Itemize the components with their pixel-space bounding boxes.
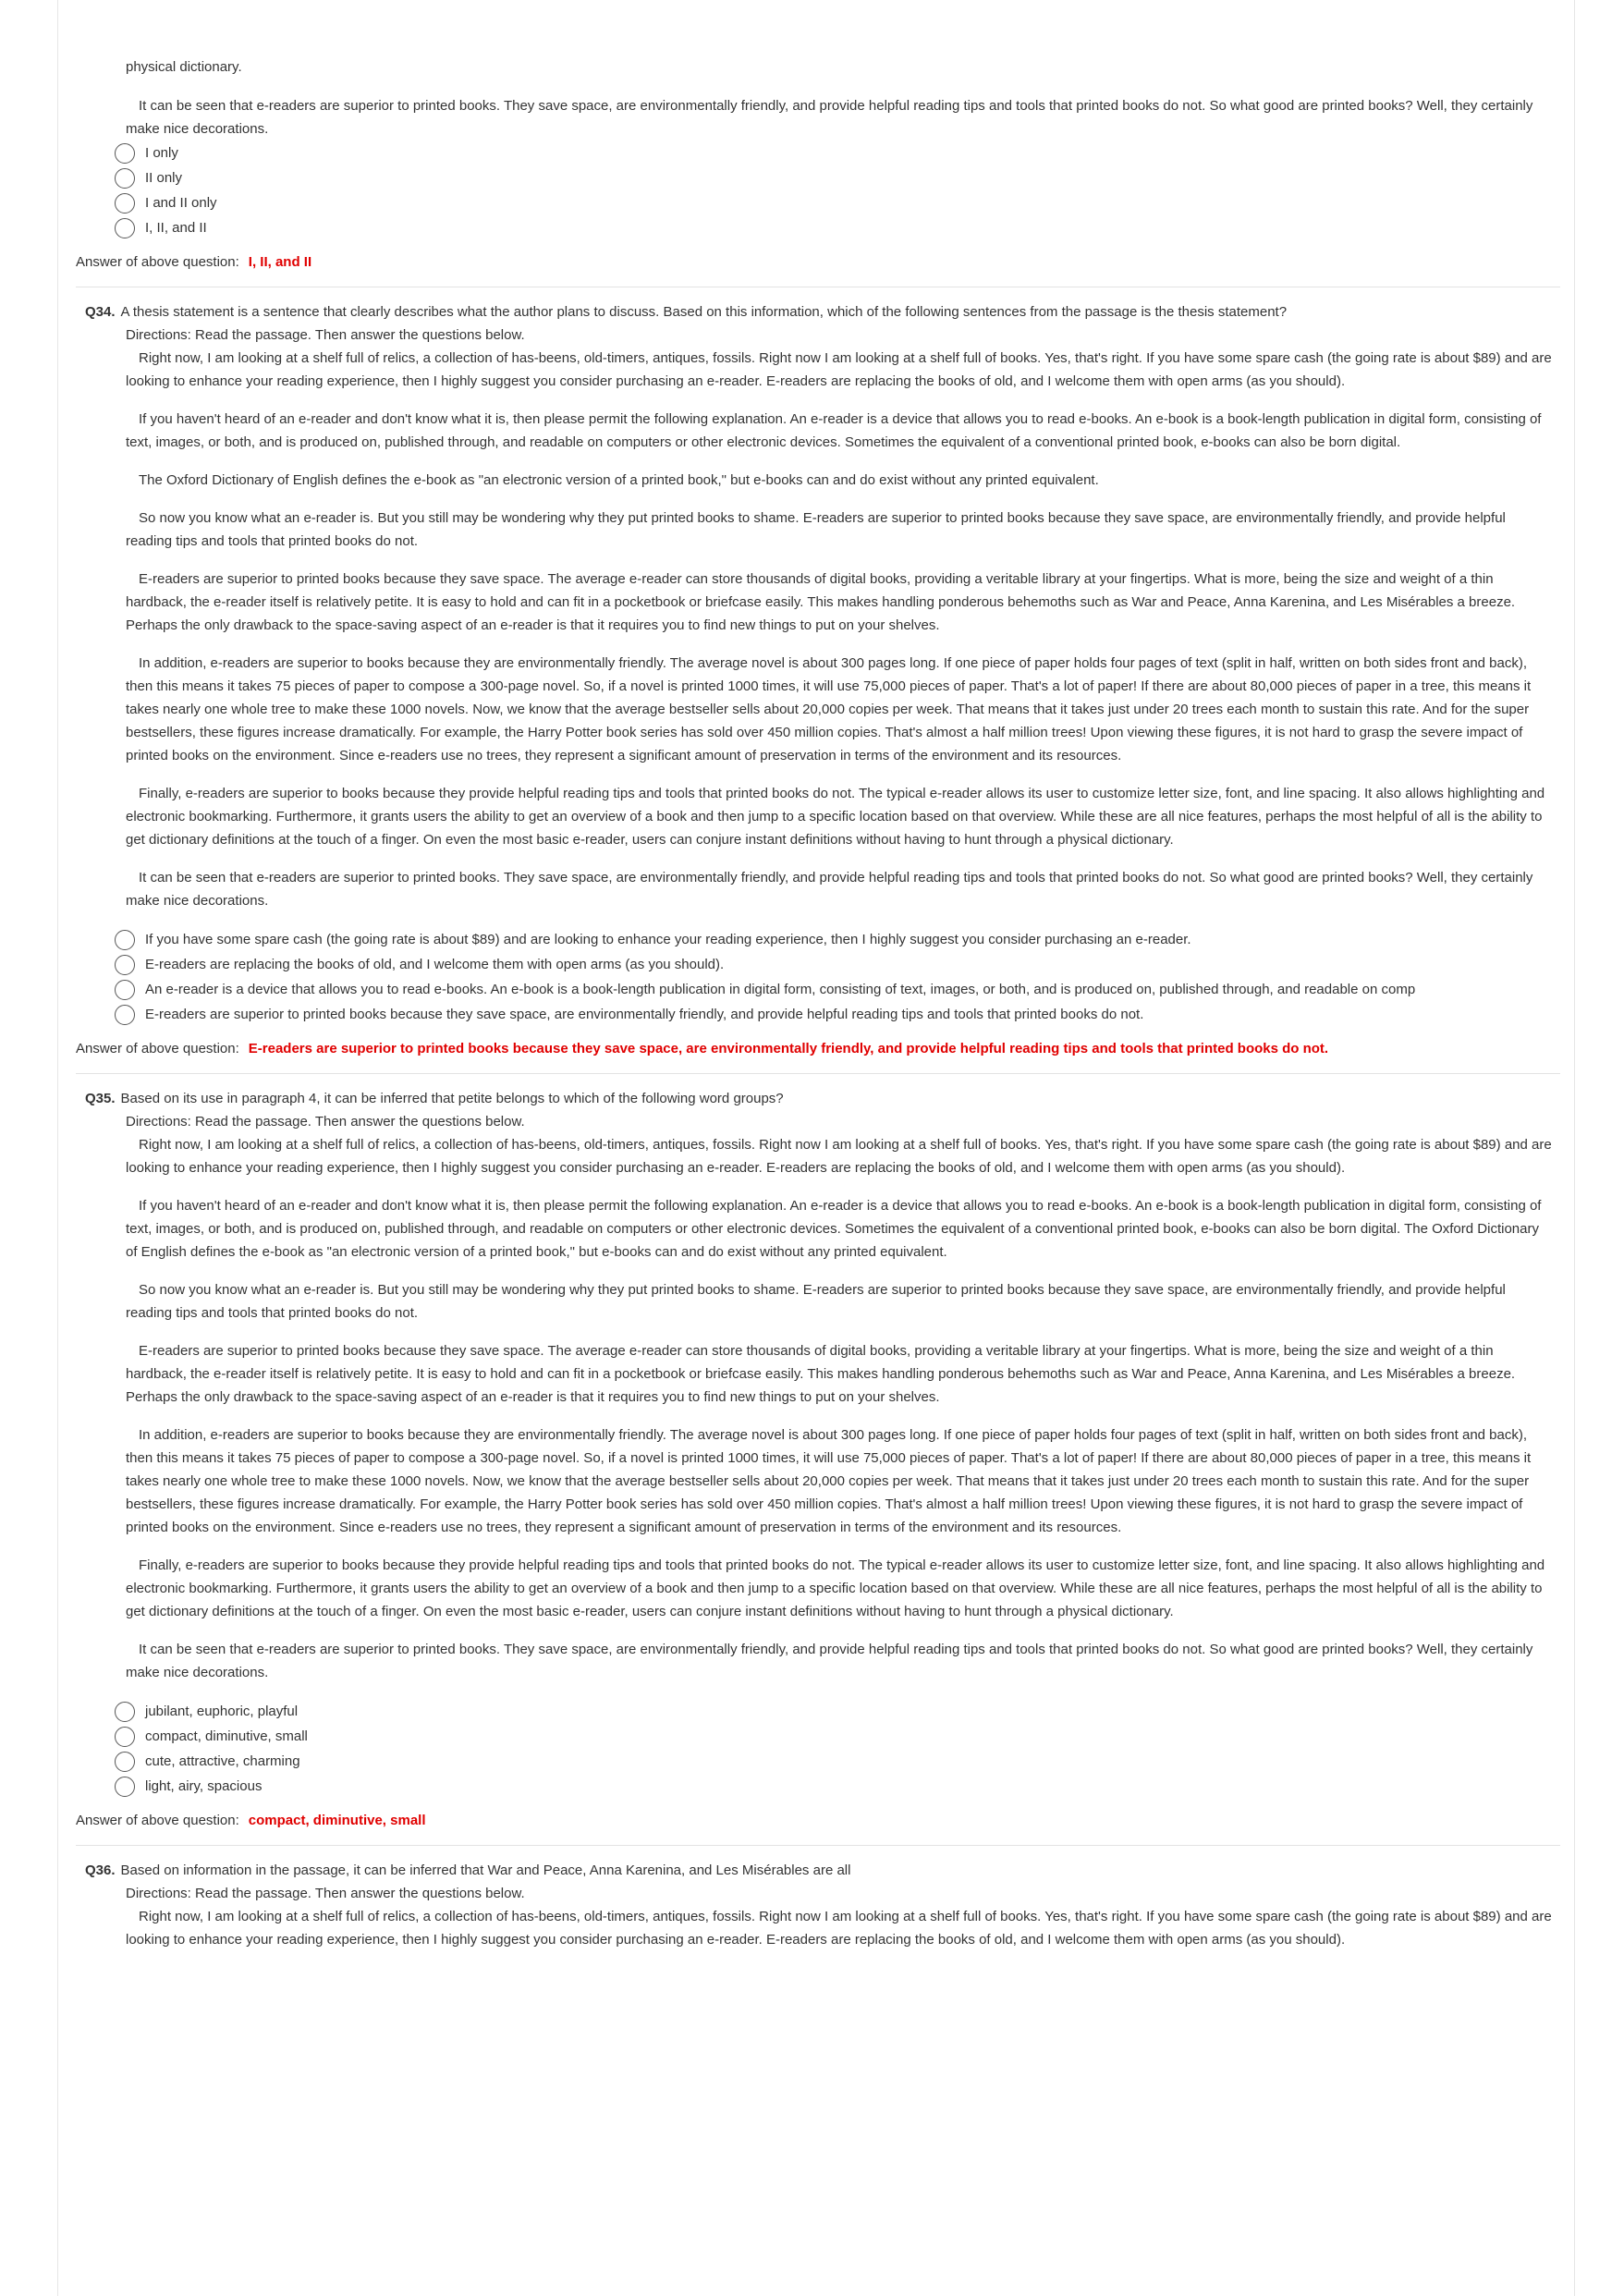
divider (76, 1845, 1560, 1846)
option-label: light, airy, spacious (145, 1778, 263, 1794)
passage-paragraph: It can be seen that e-readers are superior to printed books. They save space, are environmentally friendly, and provide helpful reading tips and tools that printed books do not. So what good are printed books? Well, they certainly make nice decorations. (126, 870, 1533, 909)
question-text: Based on its use in paragraph 4, it can be inferred that petite belongs to which of the following word groups? (120, 1091, 784, 1106)
passage-paragraph: Finally, e-readers are superior to books because they provide helpful reading tips and tools that printed books do not. The typical e-reader allows its user to customize letter size, font, and line spacing. It also allows highlighting and electronic bookmarking. Furthermore, it grants users the ability to get an overview of a book and then jump to a specific location based on that overview. While these are all nice features, perhaps the most helpful of all is the ability to get dictionary definitions at the touch of a finger. On even the most basic e-reader, users can conjure instant definitions without having to hunt through a physical dictionary. (126, 786, 1545, 848)
option-label: cute, attractive, charming (145, 1753, 300, 1769)
option-label: I, II, and II (145, 220, 207, 236)
answer-value: compact, diminutive, small (248, 1813, 426, 1828)
passage-paragraph: E-readers are superior to printed books because they save space. The average e-reader can store thousands of digital books, providing a veritable library at your fingertips. What is more, being the size and weight of a thin hardback, the e-reader itself is relatively petite. It is easy to hold and can fit in a pocketbook or briefcase easily. This makes handling ponderous behemoths such as War and Peace, Anna Karenina, and Les Misérables a breeze. Perhaps the only drawback to the space-saving aspect of an e-reader is that it requires you to find new things to put on your shelves. (126, 1343, 1516, 1405)
radio-button[interactable] (115, 1752, 135, 1772)
option-3[interactable] (115, 190, 1573, 215)
option-label: compact, diminutive, small (145, 1728, 308, 1744)
radio-button[interactable] (115, 930, 135, 950)
option-label: I and II only (145, 195, 217, 211)
answer-label: Answer of above question: (76, 254, 239, 270)
question-text: Based on information in the passage, it can be inferred that War and Peace, Anna Karenina, and Les Misérables are all (120, 1862, 851, 1878)
option-4[interactable] (115, 1002, 1573, 1027)
option-label: If you have some spare cash (the going rate is about $89) and are looking to enhance your reading experience, then I highly suggest you consider purchasing an e-reader. (145, 932, 1191, 947)
passage-paragraph: So now you know what an e-reader is. But you still may be wondering why they put printed books to shame. E-readers are superior to printed books because they save space, are environmentally friendly, and provide helpful reading tips and tools that printed books do not. (126, 510, 1506, 549)
option-1[interactable] (115, 140, 1573, 165)
question-36 (76, 1859, 1573, 1951)
passage-paragraph: E-readers are superior to printed books because they save space. The average e-reader can store thousands of digital books, providing a veritable library at your fingertips. What is more, being the size and weight of a thin hardback, the e-reader itself is relatively petite. It is easy to hold and can fit in a pocketbook or briefcase easily. This makes handling ponderous behemoths such as War and Peace, Anna Karenina, and Les Misérables a breeze. Perhaps the only drawback to the space-saving aspect of an e-reader is that it requires you to find new things to put on your shelves. (126, 571, 1516, 633)
directions: Directions: Read the passage. Then answer the questions below. (126, 327, 525, 343)
option-label: E-readers are replacing the books of old, and I welcome them with open arms (as you should). (145, 957, 725, 972)
question-heading (85, 1087, 1573, 1110)
option-2[interactable] (115, 952, 1573, 977)
quiz-content (76, 55, 1573, 1966)
question-number: Q35. (85, 1091, 116, 1106)
passage-paragraph: It can be seen that e-readers are superior to printed books. They save space, are environmentally friendly, and provide helpful reading tips and tools that printed books do not. So what good are printed books? Well, they certainly make nice decorations. (126, 1642, 1533, 1680)
option-4[interactable] (115, 215, 1573, 240)
passage-paragraph: Right now, I am looking at a shelf full of relics, a collection of has-beens, old-timers, antiques, fossils. Right now I am looking at a shelf full of books. Yes, that's right. If you have some spare cash (the going rate is about $89) and are looking to enhance your reading experience, then I highly suggest you consider purchasing an e-reader. E-readers are replacing the books of old, and I welcome them with open arms (as you should). (126, 350, 1552, 389)
answer-options (115, 140, 1573, 240)
answer-line (76, 1810, 1573, 1832)
passage-paragraph: So now you know what an e-reader is. But you still may be wondering why they put printed books to shame. E-readers are superior to printed books because they save space, are environmentally friendly, and provide helpful reading tips and tools that printed books do not. (126, 1282, 1506, 1321)
passage-paragraph: Right now, I am looking at a shelf full of relics, a collection of has-beens, old-timers, antiques, fossils. Right now I am looking at a shelf full of books. Yes, that's right. If you have some spare cash (the going rate is about $89) and are looking to enhance your reading experience, then I highly suggest you consider purchasing an e-reader. E-readers are replacing the books of old, and I welcome them with open arms (as you should). (126, 1909, 1552, 1948)
option-label: II only (145, 170, 183, 186)
radio-button[interactable] (115, 1777, 135, 1797)
option-3[interactable] (115, 977, 1573, 1002)
passage-paragraph: Finally, e-readers are superior to books because they provide helpful reading tips and tools that printed books do not. The typical e-reader allows its user to customize letter size, font, and line spacing. It also allows highlighting and electronic bookmarking. Furthermore, it grants users the ability to get an overview of a book and then jump to a specific location based on that overview. While these are all nice features, perhaps the most helpful of all is the ability to get dictionary definitions at the touch of a finger. On even the most basic e-reader, users can conjure instant definitions without having to hunt through a physical dictionary. (126, 1557, 1545, 1619)
passage-paragraph: Right now, I am looking at a shelf full of relics, a collection of has-beens, old-timers, antiques, fossils. Right now I am looking at a shelf full of books. Yes, that's right. If you have some spare cash (the going rate is about $89) and are looking to enhance your reading experience, then I highly suggest you consider purchasing an e-reader. E-readers are replacing the books of old, and I welcome them with open arms (as you should). (126, 1137, 1552, 1176)
radio-button[interactable] (115, 218, 135, 238)
directions: Directions: Read the passage. Then answer the questions below. (126, 1114, 525, 1130)
question-number: Q36. (85, 1862, 116, 1878)
option-2[interactable] (115, 165, 1573, 190)
radio-button[interactable] (115, 168, 135, 189)
radio-button[interactable] (115, 955, 135, 975)
option-4[interactable] (115, 1774, 1573, 1799)
question-text: A thesis statement is a sentence that clearly describes what the author plans to discuss. Based on this information, which of the following sentences from the passage is the thesis statement? (120, 304, 1288, 320)
prev-question-tail (76, 55, 1573, 274)
answer-label: Answer of above question: (76, 1041, 239, 1056)
option-label: E-readers are superior to printed books because they save space, are environmentally friendly, and provide helpful reading tips and tools that printed books do not. (145, 1007, 1144, 1022)
option-3[interactable] (115, 1749, 1573, 1774)
passage-paragraph: In addition, e-readers are superior to books because they are environmentally friendly. The average novel is about 300 pages long. If one piece of paper holds four pages of text (split in half, written on both sides front and back), then this means it takes 75 pieces of paper to compose a 300-page novel. So, if a novel is printed 1000 times, it will use 75,000 pieces of paper. That's a lot of paper! If there are about 80,000 pieces of paper in a tree, this means it takes nearly one whole tree to make these 1000 novels. Now, we know that the average bestseller sells about 20,000 copies per week. That means that it takes just under 20 trees each month to sustain this rate. And for the super bestsellers, these figures increase dramatically. For example, the Harry Potter book series has sold over 450 million copies. That's almost a half million trees! Upon viewing these figures, it is not hard to grasp the severe impact of printed books on the environment. Since e-readers use no trees, they represent a significant amount of preservation in terms of the environment and its resources. (126, 1427, 1532, 1535)
answer-options (115, 1699, 1573, 1799)
radio-button[interactable] (115, 143, 135, 164)
answer-label: Answer of above question: (76, 1813, 239, 1828)
option-2[interactable] (115, 1724, 1573, 1749)
answer-value: E-readers are superior to printed books because they save space, are environmentally friendly, and provide helpful reading tips and tools that printed books do not. (248, 1041, 1329, 1056)
question-heading (85, 1859, 1573, 1882)
passage-paragraph: If you haven't heard of an e-reader and don't know what it is, then please permit the following explanation. An e-reader is a device that allows you to read e-books. An e-book is a book-length publication in digital form, consisting of text, images, or both, and is produced on, published through, and readable on computers or other electronic devices. Sometimes the equivalent of a conventional printed book, e-books can also be born digital. The Oxford Dictionary of English defines the e-book as "an electronic version of a printed book," but e-books can and do exist without any printed equivalent. (126, 1198, 1542, 1260)
radio-button[interactable] (115, 1702, 135, 1722)
passage-paragraph: If you haven't heard of an e-reader and don't know what it is, then please permit the following explanation. An e-reader is a device that allows you to read e-books. An e-book is a book-length publication in digital form, consisting of text, images, or both, and is produced on, published through, and readable on computers or other electronic devices. Sometimes the equivalent of a conventional printed book, e-books can also be born digital. (126, 411, 1542, 450)
radio-button[interactable] (115, 1005, 135, 1025)
question-number: Q34. (85, 304, 116, 320)
question-34 (76, 300, 1573, 1060)
passage-paragraph: The Oxford Dictionary of English defines the e-book as "an electronic version of a printed book," but e-books can and do exist without any printed equivalent. (139, 472, 1099, 488)
option-1[interactable] (115, 1699, 1573, 1724)
answer-line (76, 1038, 1573, 1060)
answer-value: I, II, and II (248, 254, 312, 270)
radio-button[interactable] (115, 1727, 135, 1747)
option-label: An e-reader is a device that allows you to read e-books. An e-book is a book-length publication in digital form, consisting of text, images, or both, and is produced on, published through, and readable on comp (145, 982, 1416, 997)
option-label: I only (145, 145, 178, 161)
divider (76, 1073, 1560, 1074)
option-1[interactable] (115, 927, 1573, 952)
passage-paragraph: It can be seen that e-readers are superior to printed books. They save space, are environmentally friendly, and provide helpful reading tips and tools that printed books do not. So what good are printed books? Well, they certainly make nice decorations. (126, 98, 1533, 137)
passage-paragraph: physical dictionary. (126, 59, 242, 75)
question-heading (85, 300, 1573, 324)
answer-line (76, 251, 1573, 274)
answer-options (115, 927, 1573, 1027)
radio-button[interactable] (115, 193, 135, 214)
question-35 (76, 1087, 1573, 1832)
option-label: jubilant, euphoric, playful (145, 1704, 299, 1719)
directions: Directions: Read the passage. Then answer the questions below. (126, 1886, 525, 1901)
passage-paragraph: In addition, e-readers are superior to books because they are environmentally friendly. The average novel is about 300 pages long. If one piece of paper holds four pages of text (split in half, written on both sides front and back), then this means it takes 75 pieces of paper to compose a 300-page novel. So, if a novel is printed 1000 times, it will use 75,000 pieces of paper. That's a lot of paper! If there are about 80,000 pieces of paper in a tree, this means it takes nearly one whole tree to make these 1000 novels. Now, we know that the average bestseller sells about 20,000 copies per week. That means that it takes just under 20 trees each month to sustain this rate. And for the super bestsellers, these figures increase dramatically. For example, the Harry Potter book series has sold over 450 million copies. That's almost a half million trees! Upon viewing these figures, it is not hard to grasp the severe impact of printed books on the environment. Since e-readers use no trees, they represent a significant amount of preservation in terms of the environment and its resources. (126, 655, 1532, 763)
radio-button[interactable] (115, 980, 135, 1000)
